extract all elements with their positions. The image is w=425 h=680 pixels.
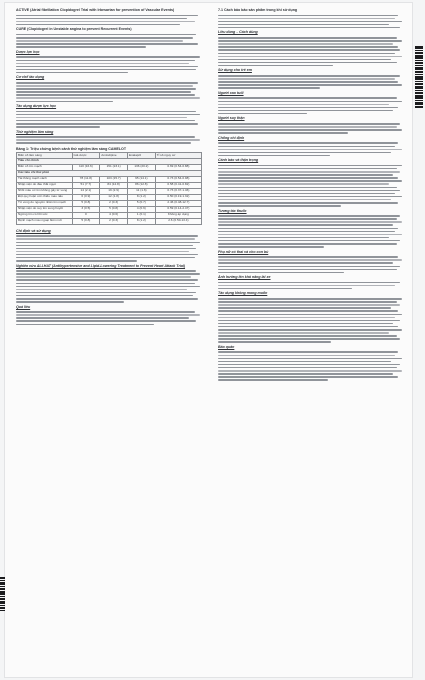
table-title: Bảng 1: Triệu chứng bệnh cảnh thử nghiệm lâm sàng CAMELOT <box>16 146 127 151</box>
left-subheading-pharmacodynamics: Tác dụng dược lực học <box>16 104 57 109</box>
left-header-line: ACTIVE (Atrial fibrillation Clopidogrel Trial with Irbesartan for prevention of Vascular Events) <box>16 8 175 12</box>
table-cell: 2.46 (0.48-12.7) <box>155 200 201 206</box>
right-children-heading: Sử dụng cho trẻ em <box>218 68 252 73</box>
table-header-cell: Enalapril <box>128 152 156 158</box>
table-cell: 95 (14.1) <box>128 176 156 182</box>
table-cell: Nhập viện do đau thắt ngực <box>17 182 73 188</box>
table-header-cell: Amlodipine <box>100 152 128 158</box>
table-cell: 136 (20.2) <box>128 164 156 170</box>
table-cell: 86 (12.8) <box>128 182 156 188</box>
barcode-left <box>0 577 5 621</box>
right-usage-heading: Liều dùng – Cách dùng <box>218 30 258 35</box>
right-elderly-heading: Người cao tuổi <box>218 90 244 95</box>
table-header-cell: Biến cố lâm sàng <box>17 152 73 158</box>
table-body <box>17 158 202 224</box>
table-cell: 4 (0.6) <box>100 212 128 218</box>
table-cell: 0.73 (0.37-1.46) <box>155 188 201 194</box>
table-cell: Đột quỵ hoặc cơn thiếu máu não <box>17 194 73 200</box>
table-cell: Ngừng tim có hồi sức <box>17 212 73 218</box>
table-cell: 0.69 (0.54-0.88) <box>155 164 201 170</box>
table-group-label: Tiêu chí chính <box>17 158 202 164</box>
table-cell: 6 (0.9) <box>72 194 100 200</box>
table-cell: Nhập viện do suy tim sung huyết <box>17 206 73 212</box>
table-cell: 4 (0.6) <box>128 206 156 212</box>
table-header-cell: Giả dược <box>72 152 100 158</box>
table-cell: Tử vong do nguyên nhân tim mạch <box>17 200 73 206</box>
table-cell: 5 (0.8) <box>100 206 128 212</box>
table-cell: 11 (1.6) <box>128 188 156 194</box>
left-column <box>16 6 202 674</box>
left-footer-heading: Quá liều <box>16 304 31 309</box>
table-cell: Biến cố tim mạch <box>17 164 73 170</box>
table-header-cell: Tỉ số nguy cơ <box>155 152 201 158</box>
table-cell: 12 (1.8) <box>100 194 128 200</box>
table-cell: 2 (0.3) <box>100 218 128 224</box>
table-cell: 0 <box>72 212 100 218</box>
table-cell: Không áp dụng <box>155 212 201 218</box>
table-cell: 0.59 (0.14-2.47) <box>155 206 201 212</box>
table-cell: Nhồi máu cơ tim không gây tử vong <box>17 188 73 194</box>
table-cell: 19 (2.9) <box>100 188 128 194</box>
table-cell: 1 (0.1) <box>128 212 156 218</box>
right-renal-heading: Người suy thận <box>218 116 245 121</box>
table-cell: 0.50 (0.19-1.32) <box>155 194 201 200</box>
table-cell: 5 (0.8) <box>72 200 100 206</box>
table-cell: 3 (0.5) <box>72 206 100 212</box>
left-section-heading: Dược lực học <box>16 49 40 54</box>
right-pregnancy-heading: Phụ nữ có thai và cho con bú <box>218 249 269 254</box>
barcode-right <box>415 46 423 122</box>
table-cell: 5 (0.8) <box>72 218 100 224</box>
table-cell: Bệnh mạch máu ngoại biên mới <box>17 218 73 224</box>
table-cell: 0.58 (0.41-0.82) <box>155 182 201 188</box>
left-followup-heading: Chỉ định và sử dụng <box>16 228 51 233</box>
camelot-table <box>16 152 202 225</box>
table-cell: 84 (12.8) <box>100 182 128 188</box>
leaflet-sheet <box>4 2 413 678</box>
right-column <box>218 6 404 674</box>
camelot-table-block <box>16 147 202 225</box>
right-section-title: 7.1 Cách bảo bảo sản phẩm trong khi sử dụng <box>218 8 298 12</box>
right-adverse-heading: Tác dụng không mong muốn <box>218 291 268 296</box>
left-subheading-mechanism: Cơ chế tác dụng <box>16 75 45 80</box>
table-cell: 5 (0.7) <box>128 200 156 206</box>
left-allhat-heading: Nghiên cứu ALLHAT (Antihypertensive and Lipid-Lowering Treatment to Prevent Heart Attack Trial) <box>16 263 186 268</box>
table-row <box>17 218 202 224</box>
right-driving-heading: Ảnh hưởng lên khả năng lái xe <box>218 275 271 280</box>
table-cell: 14 (2.1) <box>72 188 100 194</box>
table-cell: 2 (0.3) <box>100 200 128 206</box>
right-contra-heading: Chống chỉ định <box>218 135 245 140</box>
left-trial-heading: Thử nghiệm lâm sàng <box>16 129 54 134</box>
right-interaction-heading: Tương tác thuốc <box>218 208 247 213</box>
table-cell: Tái thông mạch vành <box>17 176 73 182</box>
table-cell: 8 (1.2) <box>128 194 156 200</box>
right-warning-heading: Cảnh báo và thận trọng <box>218 158 259 163</box>
table-cell: 8 (1.2) <box>128 218 156 224</box>
table-cell: 151 (23.1) <box>100 164 128 170</box>
table-cell: 51 (7.7) <box>72 182 100 188</box>
table-cell: 103 (15.7) <box>100 176 128 182</box>
right-storage-heading: Bảo quản <box>218 344 235 349</box>
table-cell: 2.6 (0.50-13.4) <box>155 218 201 224</box>
left-study-line: CURE (Clopidogrel in Unstable angina to prevent Recurrent Events) <box>16 27 132 32</box>
table-cell: 110 (16.6) <box>72 164 100 170</box>
table-cell: 0.73 (0.54-0.98) <box>155 176 201 182</box>
table-group-label: Các tiêu chí thứ phát <box>17 170 202 176</box>
table-cell: 78 (11.8) <box>72 176 100 182</box>
